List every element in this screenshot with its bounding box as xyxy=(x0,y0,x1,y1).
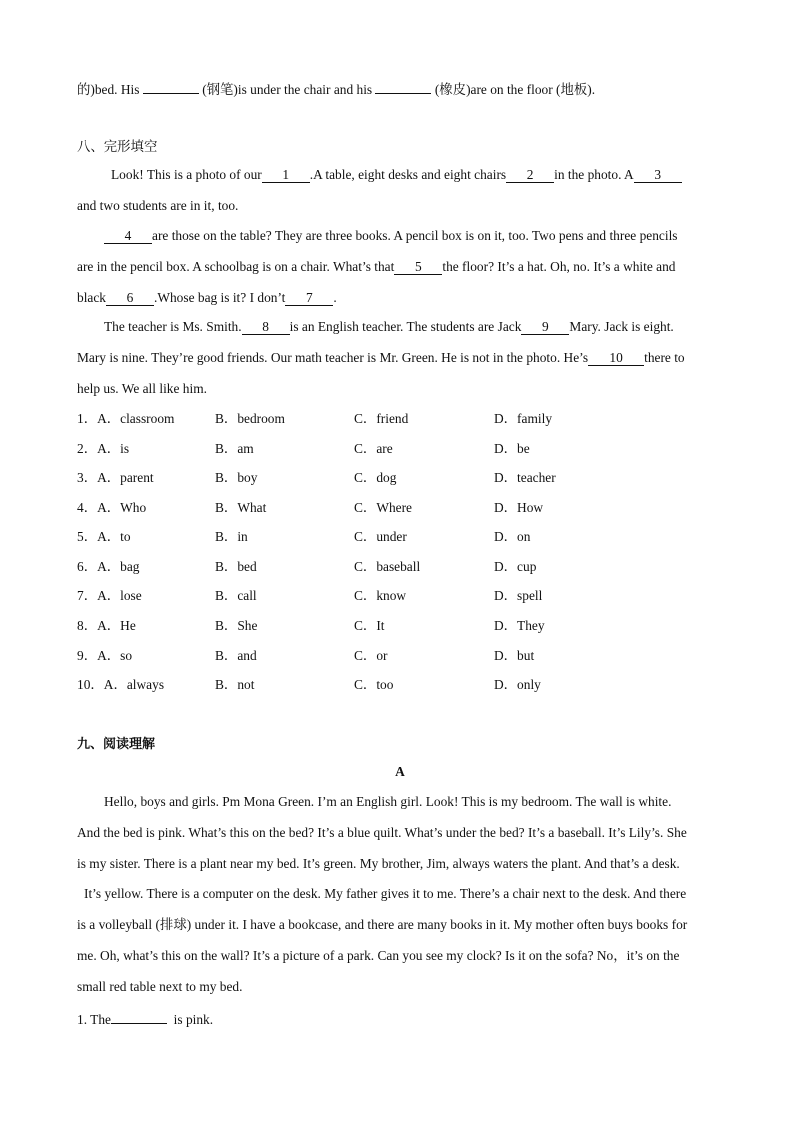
passage-line: It’s yellow. There is a computer on the desk. My father gives it to me. There’s a chair next to the desk. And there xyxy=(84,886,687,901)
cloze-blank-5[interactable]: 5 xyxy=(394,260,442,275)
passage-line: And the bed is pink. What’s this on the bed? It’s a blue quilt. What’s under the bed? It’s a baseball. It’s Lily’s. She xyxy=(77,825,687,840)
cloze-blank-8[interactable]: 8 xyxy=(242,320,290,335)
option-c[interactable]: C．dog xyxy=(354,470,397,485)
cloze-blank-7[interactable]: 7 xyxy=(285,291,333,306)
option-d[interactable]: D．cup xyxy=(494,559,537,574)
fragment-line: 的)bed. His (钢笔)is under the chair and his (橡皮)are on the floor (地板). xyxy=(77,79,595,99)
passage-label: A xyxy=(395,764,405,779)
option-d[interactable]: D．on xyxy=(494,529,531,544)
cloze-blank-6[interactable]: 6 xyxy=(106,291,154,306)
passage-line: is a volleyball (排球) under it. I have a bookcase, and there are many books in it. My mother often buys books for xyxy=(77,917,688,932)
option-b[interactable]: B．in xyxy=(215,529,248,544)
cloze-line-5: black 6 .Whose bag is it? I don’t 7 . xyxy=(77,290,337,305)
cloze-blank-2[interactable]: 2 xyxy=(506,168,554,183)
cloze-blank-10[interactable]: 10 xyxy=(588,351,644,366)
option-a[interactable]: 9．A．so xyxy=(77,648,133,663)
cloze-line-2: and two students are in it, too. xyxy=(77,198,239,213)
option-d[interactable]: D．be xyxy=(494,441,530,456)
answer-blank[interactable] xyxy=(143,79,199,94)
option-a[interactable]: 8．A．He xyxy=(77,618,136,633)
option-c[interactable]: C．under xyxy=(354,529,407,544)
cloze-blank-9[interactable]: 9 xyxy=(521,320,569,335)
section-8-title: 八、完形填空 xyxy=(77,139,158,154)
option-row-8 xyxy=(77,617,717,635)
option-row-2 xyxy=(77,440,717,458)
answer-blank[interactable] xyxy=(375,79,431,94)
cloze-line-4: are in the pencil box. A schoolbag is on a chair. What’s that 5 the floor? It’s a hat. Oh, no. It’s a white and xyxy=(77,259,676,274)
option-b[interactable]: B．boy xyxy=(215,470,258,485)
option-c[interactable]: C．It xyxy=(354,618,385,633)
option-b[interactable]: B．not xyxy=(215,677,255,692)
cloze-blank-1[interactable]: 1 xyxy=(262,168,310,183)
option-d[interactable]: D．family xyxy=(494,411,553,426)
option-d[interactable]: D．They xyxy=(494,618,545,633)
cloze-line-7: Mary is nine. They’re good friends. Our math teacher is Mr. Green. He is not in the photo. He’s 10 there to xyxy=(77,350,685,365)
passage-line: is my sister. There is a plant near my bed. It’s green. My brother, Jim, always waters the plant. And that’s a desk. xyxy=(77,856,680,871)
option-row-9 xyxy=(77,647,717,665)
option-b[interactable]: B．bed xyxy=(215,559,257,574)
passage-line: small red table next to my bed. xyxy=(77,979,243,994)
option-a[interactable]: 10．A．always xyxy=(77,677,165,692)
option-b[interactable]: B．and xyxy=(215,648,257,663)
option-a[interactable]: 5．A．to xyxy=(77,529,131,544)
option-c[interactable]: C．friend xyxy=(354,411,409,426)
option-row-3 xyxy=(77,469,717,487)
cloze-blank-4[interactable]: 4 xyxy=(104,229,152,244)
option-row-6 xyxy=(77,558,717,576)
option-a[interactable]: 3．A．parent xyxy=(77,470,154,485)
option-d[interactable]: D．but xyxy=(494,648,535,663)
cloze-line-6: The teacher is Ms. Smith. 8 is an English teacher. The students are Jack 9 Mary. Jack is eight. xyxy=(104,319,674,334)
question-1: 1. The is pink. xyxy=(77,1009,213,1029)
cloze-blank-3[interactable]: 3 xyxy=(634,168,682,183)
option-a[interactable]: 1．A．classroom xyxy=(77,411,175,426)
option-d[interactable]: D．only xyxy=(494,677,541,692)
option-c[interactable]: C．are xyxy=(354,441,393,456)
option-row-5 xyxy=(77,528,717,546)
section-9-title: 九、阅读理解 xyxy=(77,737,156,752)
option-c[interactable]: C．too xyxy=(354,677,394,692)
option-b[interactable]: B．am xyxy=(215,441,254,456)
cloze-line-8: help us. We all like him. xyxy=(77,381,207,396)
option-a[interactable]: 4．A．Who xyxy=(77,500,147,515)
option-row-4 xyxy=(77,499,717,517)
option-b[interactable]: B．What xyxy=(215,500,267,515)
option-d[interactable]: D．teacher xyxy=(494,470,556,485)
cloze-line-3: 4 are those on the table? They are three books. A pencil box is on it, too. Two pens and three pencils xyxy=(104,227,678,245)
option-row-1 xyxy=(77,410,717,428)
option-a[interactable]: 2．A．is xyxy=(77,441,130,456)
option-c[interactable]: C．baseball xyxy=(354,559,421,574)
option-b[interactable]: B．call xyxy=(215,588,257,603)
option-c[interactable]: C．or xyxy=(354,648,388,663)
option-b[interactable]: B．She xyxy=(215,618,258,633)
cloze-line-1: Look! This is a photo of our 1 .A table, eight desks and eight chairs 2 in the photo. A 3 xyxy=(111,166,682,184)
passage-line: Hello, boys and girls. Pm Mona Green. I’m an English girl. Look! This is my bedroom. The wall is white. xyxy=(104,794,672,809)
option-row-7 xyxy=(77,587,717,605)
option-row-10 xyxy=(77,676,717,694)
option-a[interactable]: 6．A．bag xyxy=(77,559,140,574)
passage-line: me. Oh, what’s this on the wall? It’s a picture of a park. Can you see my clock? Is it on the sofa? No，it’s on the xyxy=(77,948,680,963)
option-c[interactable]: C．know xyxy=(354,588,407,603)
option-d[interactable]: D．How xyxy=(494,500,544,515)
option-c[interactable]: C．Where xyxy=(354,500,413,515)
answer-blank[interactable] xyxy=(111,1009,167,1024)
option-b[interactable]: B．bedroom xyxy=(215,411,285,426)
option-d[interactable]: D．spell xyxy=(494,588,543,603)
option-a[interactable]: 7．A．lose xyxy=(77,588,142,603)
